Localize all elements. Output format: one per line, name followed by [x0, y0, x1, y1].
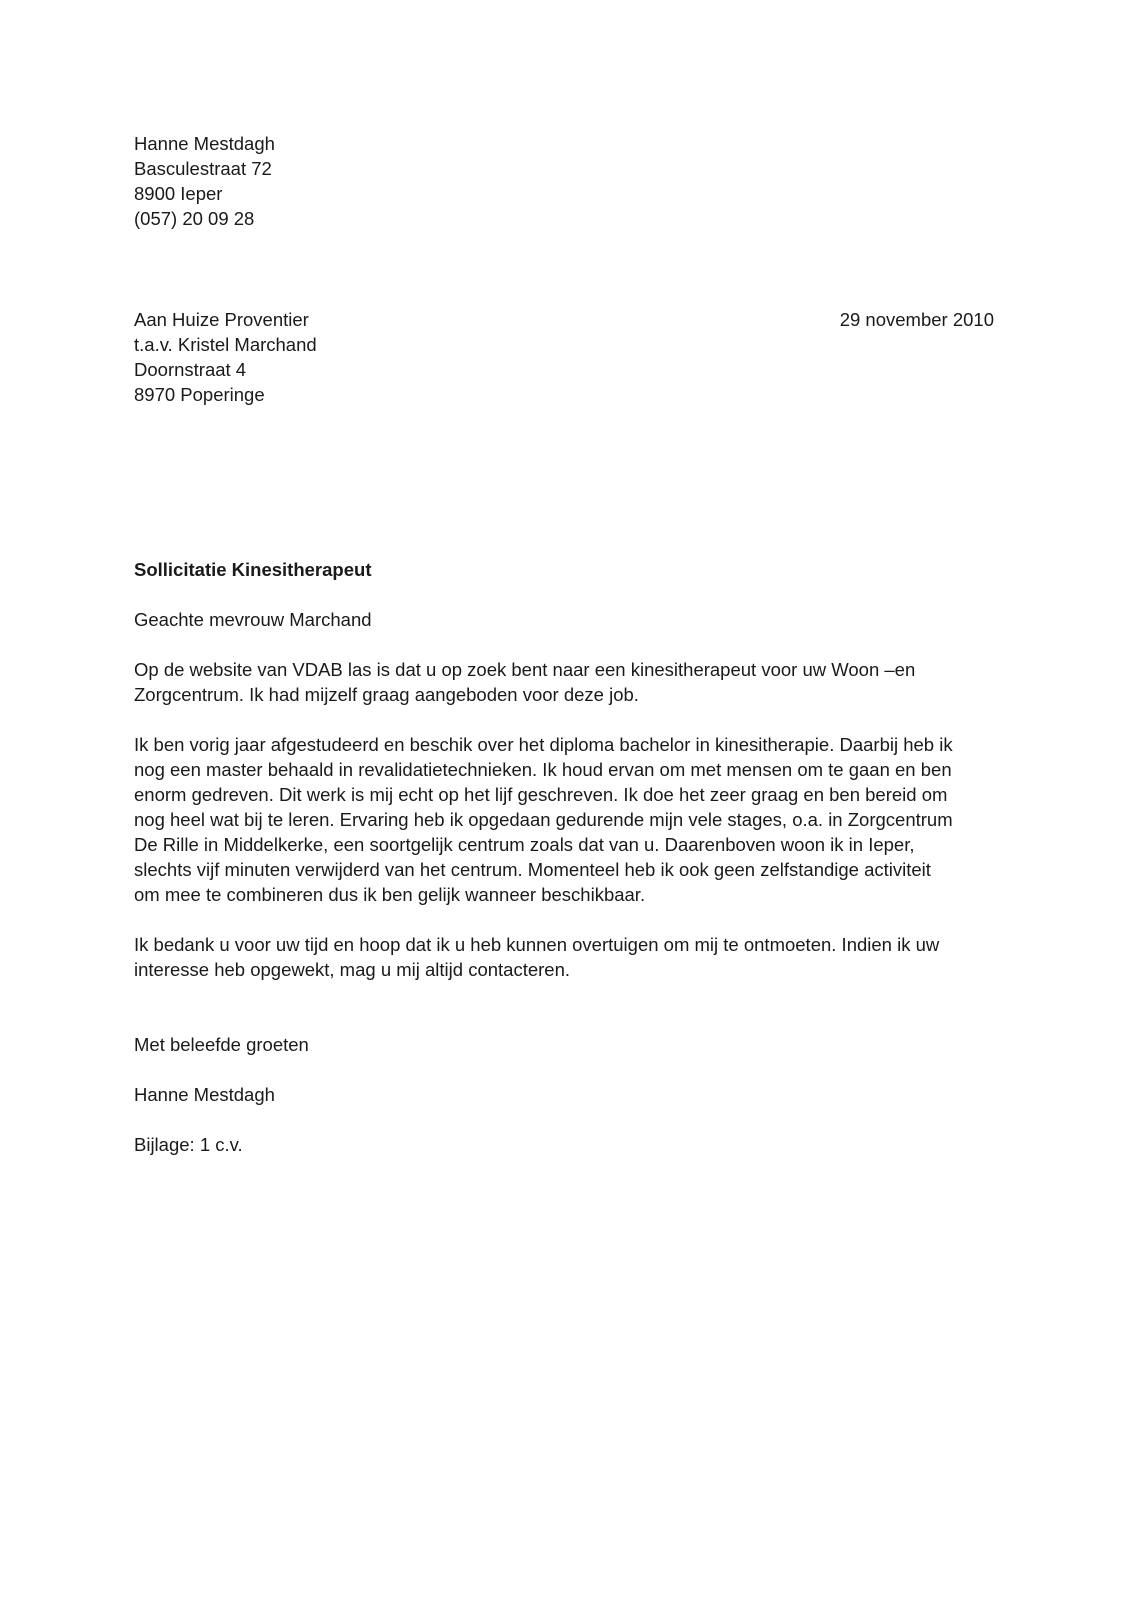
- paragraph-1: [134, 657, 994, 707]
- paragraph-line: enorm gedreven. Dit werk is mij echt op het lijf geschreven. Ik doe het zeer graag en ben bereid om: [134, 784, 948, 805]
- enclosure-block: [134, 1132, 994, 1157]
- paragraph-line: nog heel wat bij te leren. Ervaring heb ik opgedaan gedurende mijn vele stages, o.a. in Zorgcentrum: [134, 809, 953, 830]
- paragraph-line: De Rille in Middelkerke, een soortgelijk centrum zoals dat van u. Daarenboven woon ik in Ieper,: [134, 834, 915, 855]
- salutation-block: [134, 607, 994, 632]
- sender-city: 8900 Ieper: [134, 183, 223, 204]
- sender-street: Basculestraat 72: [134, 158, 272, 179]
- sender-phone: (057) 20 09 28: [134, 208, 255, 229]
- paragraph-line: Ik ben vorig jaar afgestudeerd en beschik over het diploma bachelor in kinesitherapie. Daarbij heb ik: [134, 734, 953, 755]
- paragraph-2: [134, 732, 994, 907]
- paragraph-line: slechts vijf minuten verwijderd van het centrum. Momenteel heb ik ook geen zelfstandige activiteit: [134, 859, 931, 880]
- recipient-city: 8970 Poperinge: [134, 384, 265, 405]
- enclosure: Bijlage: 1 c.v.: [134, 1134, 243, 1155]
- subject: Sollicitatie Kinesitherapeut: [134, 559, 372, 580]
- paragraph-line: nog een master behaald in revalidatietechnieken. Ik houd ervan om met mensen om te gaan en ben: [134, 759, 952, 780]
- letter-date: 29 november 2010: [839, 309, 994, 330]
- signature: Hanne Mestdagh: [134, 1084, 275, 1105]
- salutation: Geachte mevrouw Marchand: [134, 609, 372, 630]
- sender-name: Hanne Mestdagh: [134, 133, 275, 154]
- recipient-line1: Aan Huize Proventier: [134, 309, 309, 330]
- sender-address: [134, 131, 994, 231]
- paragraph-line: om mee te combineren dus ik ben gelijk wanneer beschikbaar.: [134, 884, 646, 905]
- recipient-street: Doornstraat 4: [134, 359, 247, 380]
- closing-block: [134, 1032, 994, 1057]
- closing: Met beleefde groeten: [134, 1034, 309, 1055]
- paragraph-line: Zorgcentrum. Ik had mijzelf graag aangeboden voor deze job.: [134, 684, 639, 705]
- recipient-line2: t.a.v. Kristel Marchand: [134, 334, 317, 355]
- paragraph-line: interesse heb opgewekt, mag u mij altijd contacteren.: [134, 959, 571, 980]
- subject-line: [134, 557, 994, 582]
- paragraph-line: Op de website van VDAB las is dat u op zoek bent naar een kinesitherapeut voor uw Woon –en: [134, 659, 916, 680]
- paragraph-line: Ik bedank u voor uw tijd en hoop dat ik u heb kunnen overtuigen om mij te ontmoeten. Indien ik uw: [134, 934, 940, 955]
- signature-block: [134, 1082, 994, 1107]
- paragraph-3: [134, 932, 994, 982]
